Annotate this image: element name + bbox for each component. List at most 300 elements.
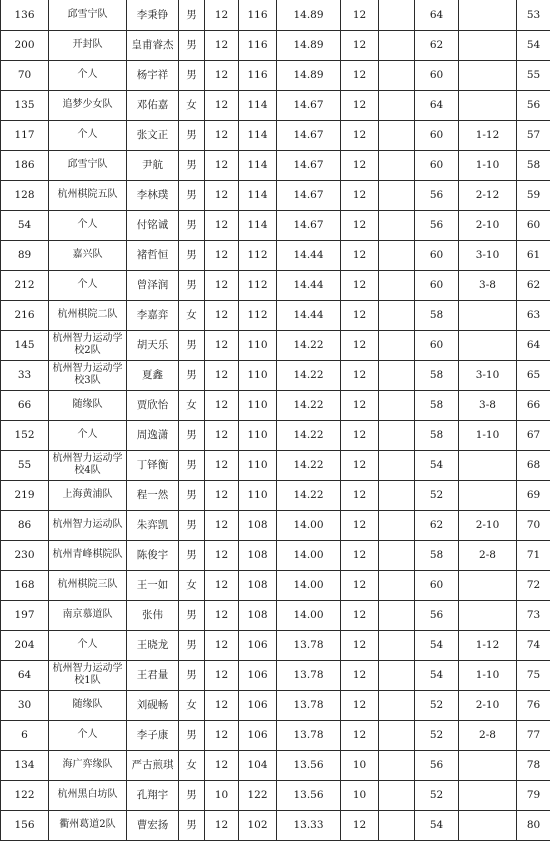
blank-cell (379, 540, 415, 570)
gender-cell: 女 (179, 690, 205, 720)
player-name-cell: 张文正 (127, 120, 179, 150)
blank-cell (379, 120, 415, 150)
score-cell: 106 (239, 660, 277, 690)
team-cell: 海广弈缘队 (49, 750, 127, 780)
table-row (1, 480, 550, 510)
tiebreak-cell: 56 (415, 210, 459, 240)
average-cell: 14.00 (277, 510, 341, 540)
player-number-cell: 152 (1, 420, 49, 450)
rank-cell: 76 (517, 690, 550, 720)
rank-cell: 63 (517, 300, 550, 330)
average-cell: 14.22 (277, 480, 341, 510)
player-number-cell: 136 (1, 0, 49, 30)
rounds-cell: 12 (205, 480, 239, 510)
blank-cell (379, 810, 415, 840)
games-cell: 12 (341, 90, 379, 120)
score-cell: 108 (239, 540, 277, 570)
blank-cell (379, 450, 415, 480)
table-row (1, 720, 550, 750)
gender-cell: 男 (179, 780, 205, 810)
gender-cell: 男 (179, 360, 205, 390)
table-row (1, 90, 550, 120)
rounds-cell: 12 (205, 240, 239, 270)
rank-cell: 67 (517, 420, 550, 450)
rank-cell: 56 (517, 90, 550, 120)
score-cell: 106 (239, 690, 277, 720)
player-name-cell: 李秉铮 (127, 0, 179, 30)
average-cell: 14.67 (277, 150, 341, 180)
gender-cell: 男 (179, 120, 205, 150)
rounds-cell: 12 (205, 690, 239, 720)
rank-range-cell (459, 750, 517, 780)
team-cell: 追梦少女队 (49, 90, 127, 120)
team-cell: 杭州智力运动学校2队 (49, 330, 127, 360)
team-cell: 杭州智力运动学校4队 (49, 450, 127, 480)
player-name-cell: 李嘉弈 (127, 300, 179, 330)
team-cell: 邱雪宁队 (49, 0, 127, 30)
team-cell: 个人 (49, 270, 127, 300)
player-name-cell: 尹航 (127, 150, 179, 180)
rank-range-cell: 3-8 (459, 390, 517, 420)
score-cell: 110 (239, 480, 277, 510)
rounds-cell: 12 (205, 300, 239, 330)
team-cell: 衢州葛道2队 (49, 810, 127, 840)
score-cell: 116 (239, 60, 277, 90)
blank-cell (379, 0, 415, 30)
score-cell: 110 (239, 330, 277, 360)
player-number-cell: 216 (1, 300, 49, 330)
score-cell: 114 (239, 180, 277, 210)
average-cell: 14.00 (277, 600, 341, 630)
rounds-cell: 12 (205, 360, 239, 390)
table-row (1, 330, 550, 360)
player-name-cell: 朱弈凯 (127, 510, 179, 540)
gender-cell: 男 (179, 810, 205, 840)
player-name-cell: 邓佑嘉 (127, 90, 179, 120)
rank-range-cell: 1-10 (459, 660, 517, 690)
rank-cell: 71 (517, 540, 550, 570)
player-name-cell: 李子康 (127, 720, 179, 750)
gender-cell: 女 (179, 300, 205, 330)
average-cell: 14.22 (277, 360, 341, 390)
rank-cell: 79 (517, 780, 550, 810)
blank-cell (379, 510, 415, 540)
blank-cell (379, 240, 415, 270)
table-row (1, 30, 550, 60)
rank-cell: 80 (517, 810, 550, 840)
table-row (1, 390, 550, 420)
games-cell: 12 (341, 330, 379, 360)
rank-range-cell (459, 330, 517, 360)
team-cell: 杭州智力运动学校1队 (49, 660, 127, 690)
player-number-cell: 89 (1, 240, 49, 270)
rounds-cell: 12 (205, 60, 239, 90)
blank-cell (379, 330, 415, 360)
score-cell: 108 (239, 600, 277, 630)
player-name-cell: 程一然 (127, 480, 179, 510)
average-cell: 14.22 (277, 420, 341, 450)
rank-range-cell (459, 600, 517, 630)
player-number-cell: 30 (1, 690, 49, 720)
rounds-cell: 12 (205, 90, 239, 120)
average-cell: 14.44 (277, 270, 341, 300)
rounds-cell: 12 (205, 0, 239, 30)
rank-range-cell (459, 90, 517, 120)
player-name-cell: 夏鑫 (127, 360, 179, 390)
blank-cell (379, 780, 415, 810)
gender-cell: 男 (179, 240, 205, 270)
games-cell: 12 (341, 570, 379, 600)
rank-range-cell (459, 480, 517, 510)
team-cell: 随缘队 (49, 390, 127, 420)
games-cell: 12 (341, 30, 379, 60)
games-cell: 12 (341, 210, 379, 240)
average-cell: 14.00 (277, 570, 341, 600)
rank-range-cell: 1-10 (459, 150, 517, 180)
average-cell: 14.89 (277, 30, 341, 60)
rounds-cell: 12 (205, 600, 239, 630)
games-cell: 12 (341, 60, 379, 90)
score-cell: 108 (239, 510, 277, 540)
rounds-cell: 12 (205, 330, 239, 360)
player-name-cell: 杨宇祥 (127, 60, 179, 90)
rank-cell: 58 (517, 150, 550, 180)
gender-cell: 男 (179, 540, 205, 570)
blank-cell (379, 270, 415, 300)
table-row (1, 300, 550, 330)
tiebreak-cell: 52 (415, 780, 459, 810)
rank-range-cell (459, 300, 517, 330)
blank-cell (379, 480, 415, 510)
tiebreak-cell: 56 (415, 600, 459, 630)
score-cell: 114 (239, 210, 277, 240)
games-cell: 12 (341, 0, 379, 30)
blank-cell (379, 390, 415, 420)
rank-range-cell (459, 60, 517, 90)
games-cell: 12 (341, 720, 379, 750)
gender-cell: 女 (179, 750, 205, 780)
games-cell: 12 (341, 630, 379, 660)
gender-cell: 男 (179, 720, 205, 750)
team-cell: 南京慕道队 (49, 600, 127, 630)
player-number-cell: 212 (1, 270, 49, 300)
rounds-cell: 10 (205, 780, 239, 810)
player-name-cell: 张伟 (127, 600, 179, 630)
rank-cell: 64 (517, 330, 550, 360)
games-cell: 12 (341, 270, 379, 300)
team-cell: 个人 (49, 720, 127, 750)
score-cell: 112 (239, 300, 277, 330)
games-cell: 10 (341, 750, 379, 780)
tiebreak-cell: 54 (415, 810, 459, 840)
player-name-cell: 褚哲恒 (127, 240, 179, 270)
average-cell: 13.33 (277, 810, 341, 840)
player-number-cell: 135 (1, 90, 49, 120)
rounds-cell: 12 (205, 540, 239, 570)
team-cell: 随缘队 (49, 690, 127, 720)
standings-rows (1, 0, 550, 840)
player-name-cell: 严古煎琪 (127, 750, 179, 780)
gender-cell: 男 (179, 30, 205, 60)
player-name-cell: 付铭诚 (127, 210, 179, 240)
rank-cell: 74 (517, 630, 550, 660)
table-row (1, 510, 550, 540)
rounds-cell: 12 (205, 210, 239, 240)
gender-cell: 男 (179, 480, 205, 510)
score-cell: 114 (239, 90, 277, 120)
team-cell: 开封队 (49, 30, 127, 60)
rank-range-cell: 2-10 (459, 690, 517, 720)
tiebreak-cell: 58 (415, 540, 459, 570)
rank-range-cell (459, 450, 517, 480)
tiebreak-cell: 60 (415, 150, 459, 180)
games-cell: 12 (341, 480, 379, 510)
table-row (1, 150, 550, 180)
tiebreak-cell: 62 (415, 30, 459, 60)
table-row (1, 240, 550, 270)
team-cell: 杭州黑白坊队 (49, 780, 127, 810)
table-row (1, 60, 550, 90)
games-cell: 12 (341, 540, 379, 570)
rounds-cell: 12 (205, 120, 239, 150)
table-row (1, 360, 550, 390)
rounds-cell: 12 (205, 450, 239, 480)
games-cell: 12 (341, 660, 379, 690)
player-name-cell: 周逸潇 (127, 420, 179, 450)
average-cell: 14.67 (277, 180, 341, 210)
table-row (1, 450, 550, 480)
player-number-cell: 128 (1, 180, 49, 210)
team-cell: 杭州棋院五队 (49, 180, 127, 210)
average-cell: 14.67 (277, 210, 341, 240)
blank-cell (379, 180, 415, 210)
score-cell: 102 (239, 810, 277, 840)
average-cell: 14.22 (277, 450, 341, 480)
tiebreak-cell: 60 (415, 60, 459, 90)
team-cell: 个人 (49, 210, 127, 240)
table-row (1, 270, 550, 300)
games-cell: 12 (341, 240, 379, 270)
games-cell: 12 (341, 360, 379, 390)
gender-cell: 男 (179, 270, 205, 300)
rounds-cell: 12 (205, 750, 239, 780)
tiebreak-cell: 60 (415, 120, 459, 150)
player-name-cell: 王君量 (127, 660, 179, 690)
tiebreak-cell: 64 (415, 0, 459, 30)
tiebreak-cell: 60 (415, 330, 459, 360)
rank-range-cell: 1-12 (459, 630, 517, 660)
player-number-cell: 134 (1, 750, 49, 780)
table-row (1, 180, 550, 210)
average-cell: 13.78 (277, 720, 341, 750)
player-number-cell: 200 (1, 30, 49, 60)
tiebreak-cell: 56 (415, 180, 459, 210)
average-cell: 14.67 (277, 90, 341, 120)
rank-cell: 68 (517, 450, 550, 480)
tiebreak-cell: 52 (415, 720, 459, 750)
player-name-cell: 孔翔宇 (127, 780, 179, 810)
rank-range-cell (459, 780, 517, 810)
team-cell: 杭州青峰棋院队 (49, 540, 127, 570)
tiebreak-cell: 60 (415, 570, 459, 600)
games-cell: 12 (341, 180, 379, 210)
rank-cell: 69 (517, 480, 550, 510)
rank-range-cell (459, 810, 517, 840)
score-cell: 112 (239, 240, 277, 270)
player-name-cell: 刘砚畅 (127, 690, 179, 720)
rank-cell: 54 (517, 30, 550, 60)
average-cell: 13.78 (277, 660, 341, 690)
team-cell: 杭州智力运动队 (49, 510, 127, 540)
player-number-cell: 219 (1, 480, 49, 510)
blank-cell (379, 300, 415, 330)
score-cell: 116 (239, 0, 277, 30)
score-cell: 122 (239, 780, 277, 810)
tiebreak-cell: 60 (415, 240, 459, 270)
average-cell: 13.56 (277, 750, 341, 780)
average-cell: 14.22 (277, 390, 341, 420)
score-cell: 110 (239, 450, 277, 480)
average-cell: 14.67 (277, 120, 341, 150)
gender-cell: 女 (179, 90, 205, 120)
rounds-cell: 12 (205, 720, 239, 750)
team-cell: 杭州智力运动学校3队 (49, 360, 127, 390)
gender-cell: 男 (179, 150, 205, 180)
tiebreak-cell: 54 (415, 630, 459, 660)
rank-cell: 53 (517, 0, 550, 30)
table-row (1, 570, 550, 600)
blank-cell (379, 90, 415, 120)
average-cell: 14.44 (277, 300, 341, 330)
table-row (1, 120, 550, 150)
rank-cell: 55 (517, 60, 550, 90)
team-cell: 个人 (49, 60, 127, 90)
player-number-cell: 204 (1, 630, 49, 660)
games-cell: 12 (341, 300, 379, 330)
rounds-cell: 12 (205, 270, 239, 300)
rank-range-cell (459, 0, 517, 30)
rounds-cell: 12 (205, 150, 239, 180)
rounds-cell: 12 (205, 420, 239, 450)
rank-cell: 75 (517, 660, 550, 690)
tiebreak-cell: 54 (415, 450, 459, 480)
blank-cell (379, 360, 415, 390)
rank-range-cell: 2-10 (459, 510, 517, 540)
rank-range-cell: 1-10 (459, 420, 517, 450)
average-cell: 14.89 (277, 0, 341, 30)
tiebreak-cell: 64 (415, 90, 459, 120)
gender-cell: 男 (179, 450, 205, 480)
player-number-cell: 64 (1, 660, 49, 690)
games-cell: 12 (341, 390, 379, 420)
player-name-cell: 曹宏扬 (127, 810, 179, 840)
blank-cell (379, 150, 415, 180)
player-name-cell: 王一如 (127, 570, 179, 600)
player-name-cell: 曾泽润 (127, 270, 179, 300)
player-number-cell: 86 (1, 510, 49, 540)
player-number-cell: 145 (1, 330, 49, 360)
player-number-cell: 6 (1, 720, 49, 750)
rank-range-cell: 3-10 (459, 360, 517, 390)
games-cell: 12 (341, 600, 379, 630)
rounds-cell: 12 (205, 630, 239, 660)
rank-cell: 65 (517, 360, 550, 390)
tiebreak-cell: 54 (415, 660, 459, 690)
score-cell: 110 (239, 390, 277, 420)
rank-range-cell (459, 30, 517, 60)
score-cell: 114 (239, 150, 277, 180)
gender-cell: 男 (179, 600, 205, 630)
gender-cell: 男 (179, 210, 205, 240)
rank-cell: 66 (517, 390, 550, 420)
gender-cell: 男 (179, 510, 205, 540)
rank-range-cell: 2-8 (459, 540, 517, 570)
player-number-cell: 156 (1, 810, 49, 840)
table-row (1, 690, 550, 720)
player-number-cell: 230 (1, 540, 49, 570)
team-cell: 嘉兴队 (49, 240, 127, 270)
average-cell: 14.22 (277, 330, 341, 360)
rank-range-cell: 2-12 (459, 180, 517, 210)
gender-cell: 女 (179, 390, 205, 420)
rank-cell: 61 (517, 240, 550, 270)
tiebreak-cell: 62 (415, 510, 459, 540)
games-cell: 12 (341, 450, 379, 480)
rounds-cell: 12 (205, 810, 239, 840)
blank-cell (379, 630, 415, 660)
rank-range-cell: 2-8 (459, 720, 517, 750)
score-cell: 116 (239, 30, 277, 60)
tiebreak-cell: 56 (415, 750, 459, 780)
player-number-cell: 55 (1, 450, 49, 480)
games-cell: 12 (341, 510, 379, 540)
table-row (1, 540, 550, 570)
tiebreak-cell: 52 (415, 480, 459, 510)
rank-cell: 62 (517, 270, 550, 300)
table-row (1, 780, 550, 810)
blank-cell (379, 210, 415, 240)
rounds-cell: 12 (205, 570, 239, 600)
rank-cell: 57 (517, 120, 550, 150)
games-cell: 12 (341, 420, 379, 450)
table-row (1, 810, 550, 840)
rank-cell: 59 (517, 180, 550, 210)
rounds-cell: 12 (205, 390, 239, 420)
blank-cell (379, 690, 415, 720)
tiebreak-cell: 58 (415, 420, 459, 450)
gender-cell: 男 (179, 420, 205, 450)
rank-range-cell: 2-10 (459, 210, 517, 240)
blank-cell (379, 720, 415, 750)
player-name-cell: 丁铎衡 (127, 450, 179, 480)
player-name-cell: 李林璞 (127, 180, 179, 210)
blank-cell (379, 30, 415, 60)
average-cell: 14.44 (277, 240, 341, 270)
blank-cell (379, 420, 415, 450)
score-cell: 106 (239, 720, 277, 750)
games-cell: 12 (341, 690, 379, 720)
team-cell: 个人 (49, 630, 127, 660)
games-cell: 12 (341, 120, 379, 150)
rounds-cell: 12 (205, 180, 239, 210)
player-number-cell: 54 (1, 210, 49, 240)
player-number-cell: 122 (1, 780, 49, 810)
average-cell: 14.89 (277, 60, 341, 90)
player-number-cell: 168 (1, 570, 49, 600)
player-name-cell: 贾欣怡 (127, 390, 179, 420)
rounds-cell: 12 (205, 30, 239, 60)
team-cell: 上海黄浦队 (49, 480, 127, 510)
